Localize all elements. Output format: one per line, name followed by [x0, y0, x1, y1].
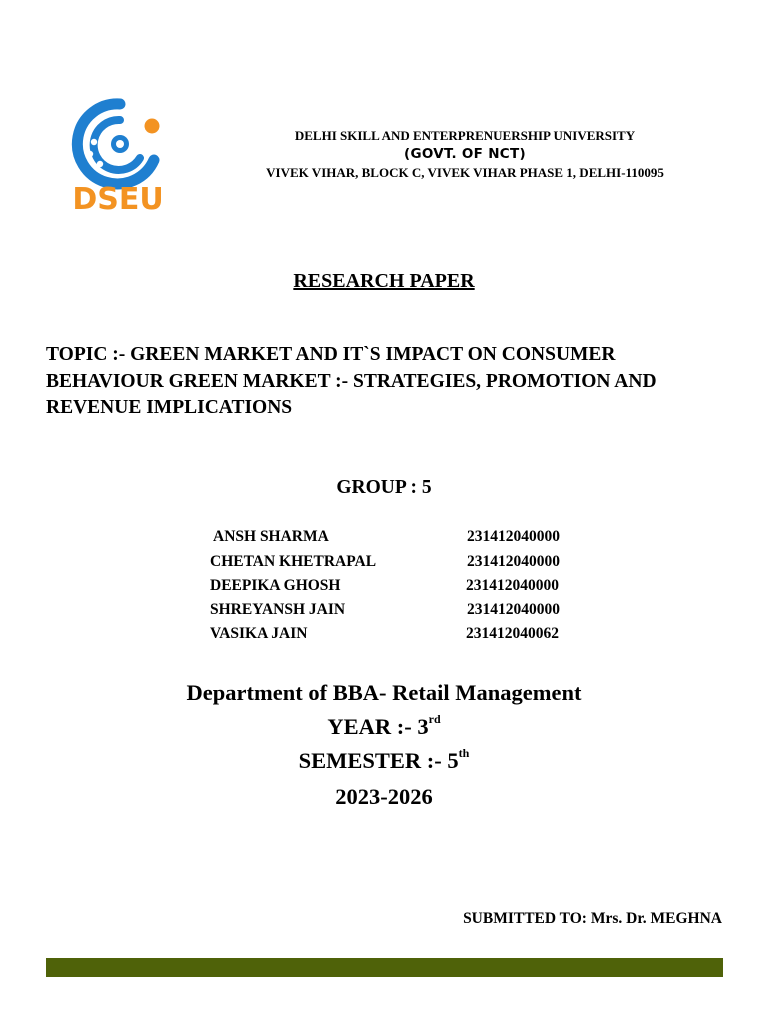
member-row	[205, 528, 560, 548]
member-list	[205, 528, 560, 648]
department-line: Department of BBA- Retail Management	[186, 680, 582, 705]
member-id: 231412040000	[467, 553, 560, 570]
member-name: CHETAN KHETRAPAL	[210, 553, 377, 570]
group-heading: GROUP : 5	[336, 477, 432, 498]
member-row	[205, 577, 560, 597]
member-row	[205, 601, 560, 621]
logo-emblem-icon	[77, 104, 159, 184]
logo-text: DSEU	[72, 182, 164, 214]
member-row	[205, 553, 560, 573]
university-address: VIVEK VIHAR, BLOCK C, VIVEK VIHAR PHASE 1, DELHI-110095	[266, 165, 664, 180]
member-id: 231412040000	[467, 528, 560, 545]
member-row	[205, 625, 560, 645]
year-line	[0, 714, 768, 740]
document-type-heading: RESEARCH PAPER	[293, 270, 475, 292]
footer-bar	[46, 958, 723, 977]
dseu-logo	[68, 98, 168, 214]
university-name: DELHI SKILL AND ENTERPRENUERSHIP UNIVERSITY	[294, 128, 636, 143]
member-id: 231412040000	[467, 601, 560, 618]
member-name: DEEPIKA GHOSH	[210, 577, 341, 594]
topic-heading: TOPIC :- GREEN MARKET AND IT`S IMPACT ON CONSUMER BEHAVIOUR GREEN MARKET :- STRATEGIES, PROMOTION AND REVENUE IMPLICATIONS	[46, 344, 657, 418]
session-line: 2023-2026	[335, 784, 433, 809]
member-name: SHREYANSH JAIN	[210, 601, 346, 618]
semester-suffix: th	[458, 746, 470, 760]
submitted-to: SUBMITTED TO: Mrs. Dr. MEGHNA	[463, 910, 722, 927]
semester-line	[0, 748, 768, 774]
year-suffix: rd	[428, 712, 441, 726]
member-name: ANSH SHARMA	[213, 528, 329, 545]
member-id: 231412040000	[466, 577, 559, 594]
semester-label: SEMESTER :- 5	[298, 748, 459, 773]
member-id: 231412040062	[466, 625, 559, 642]
year-label: YEAR :- 3	[327, 714, 429, 739]
member-name: VASIKA JAIN	[210, 625, 308, 642]
university-govt: (GOVT. OF NCT)	[404, 146, 526, 162]
